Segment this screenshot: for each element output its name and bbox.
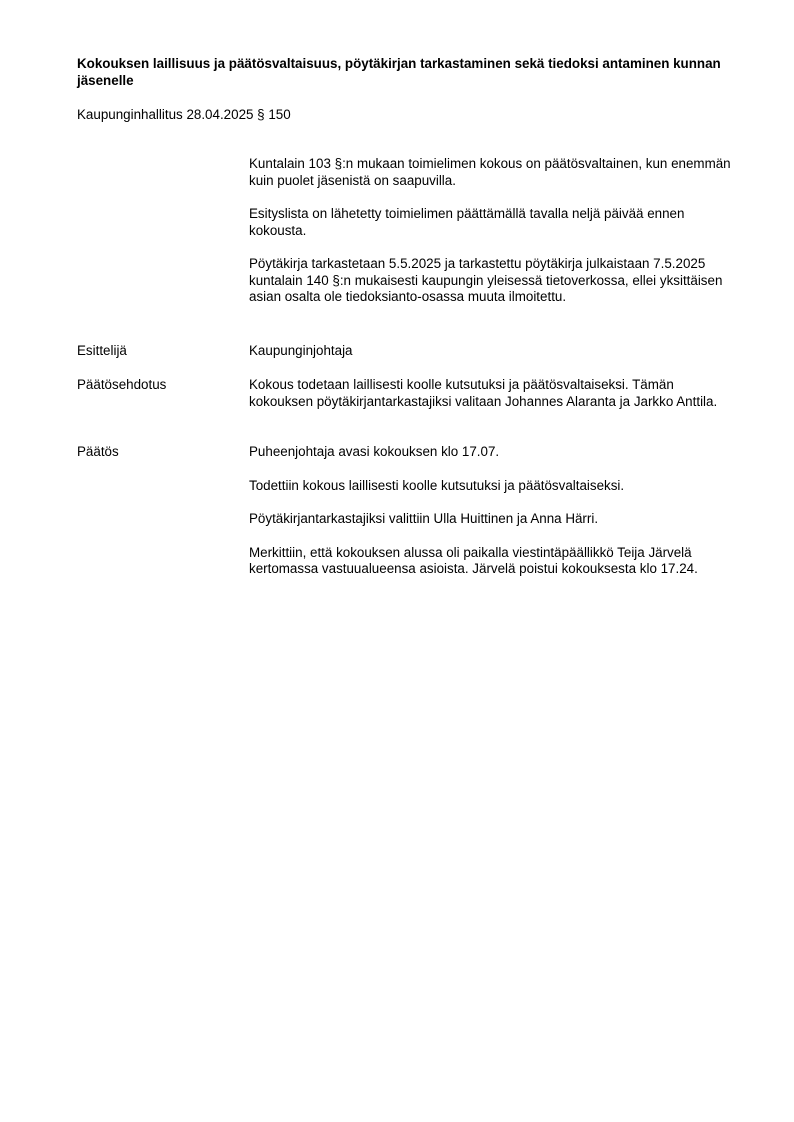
decision-paragraph: Pöytäkirjantarkastajiksi valittiin Ulla Huittinen ja Anna Härri. (249, 511, 599, 526)
presenter-label: Esittelijä (77, 343, 127, 358)
intro-paragraph: Kuntalain 103 §:n mukaan toimielimen kokous on päätösvaltainen, kun enemmän kuin puolet jäsenistä on saapuvilla. (249, 156, 731, 188)
decision-content (249, 444, 739, 595)
intro-paragraph: Pöytäkirja tarkastetaan 5.5.2025 ja tarkastettu pöytäkirja julkaistaan 7.5.2025 kuntalain 140 §:n mukaisesti kaupungin yleisessä tietoverkossa, ellei yksittäisen asian osalta ole tiedoksianto-osassa muuta ilmoitettu. (249, 256, 723, 304)
decision-label: Päätös (77, 444, 119, 459)
proposal-label: Päätösehdotus (77, 377, 167, 392)
meeting-reference: Kaupunginhallitus 28.04.2025 § 150 (77, 107, 291, 122)
presenter-value: Kaupunginjohtaja (249, 343, 353, 358)
intro-section (249, 156, 739, 323)
intro-paragraph: Esityslista on lähetetty toimielimen päättämällä tavalla neljä päivää ennen kokousta. (249, 206, 685, 238)
decision-paragraph: Todettiin kokous laillisesti koolle kutsutuksi ja päätösvaltaiseksi. (249, 477, 625, 493)
proposal-value: Kokous todetaan laillisesti koolle kutsutuksi ja päätösvaltaiseksi. Tämän kokouksen pöytäkirjantarkastajiksi valitaan Johannes Alaranta ja Jarkko Anttila. (249, 377, 718, 409)
decision-paragraph: Puheenjohtaja avasi kokouksen klo 17.07. (249, 444, 500, 459)
decision-paragraph: Merkittiin, että kokouksen alussa oli paikalla viestintäpäällikkö Teija Järvelä kertomassa vastuualueensa asioista. Järvelä poistui kokouksesta klo 17.24. (249, 544, 698, 576)
document-title: Kokouksen laillisuus ja päätösvaltaisuus, pöytäkirjan tarkastaminen sekä tiedoksi antaminen kunnan jäsenelle (77, 56, 721, 88)
